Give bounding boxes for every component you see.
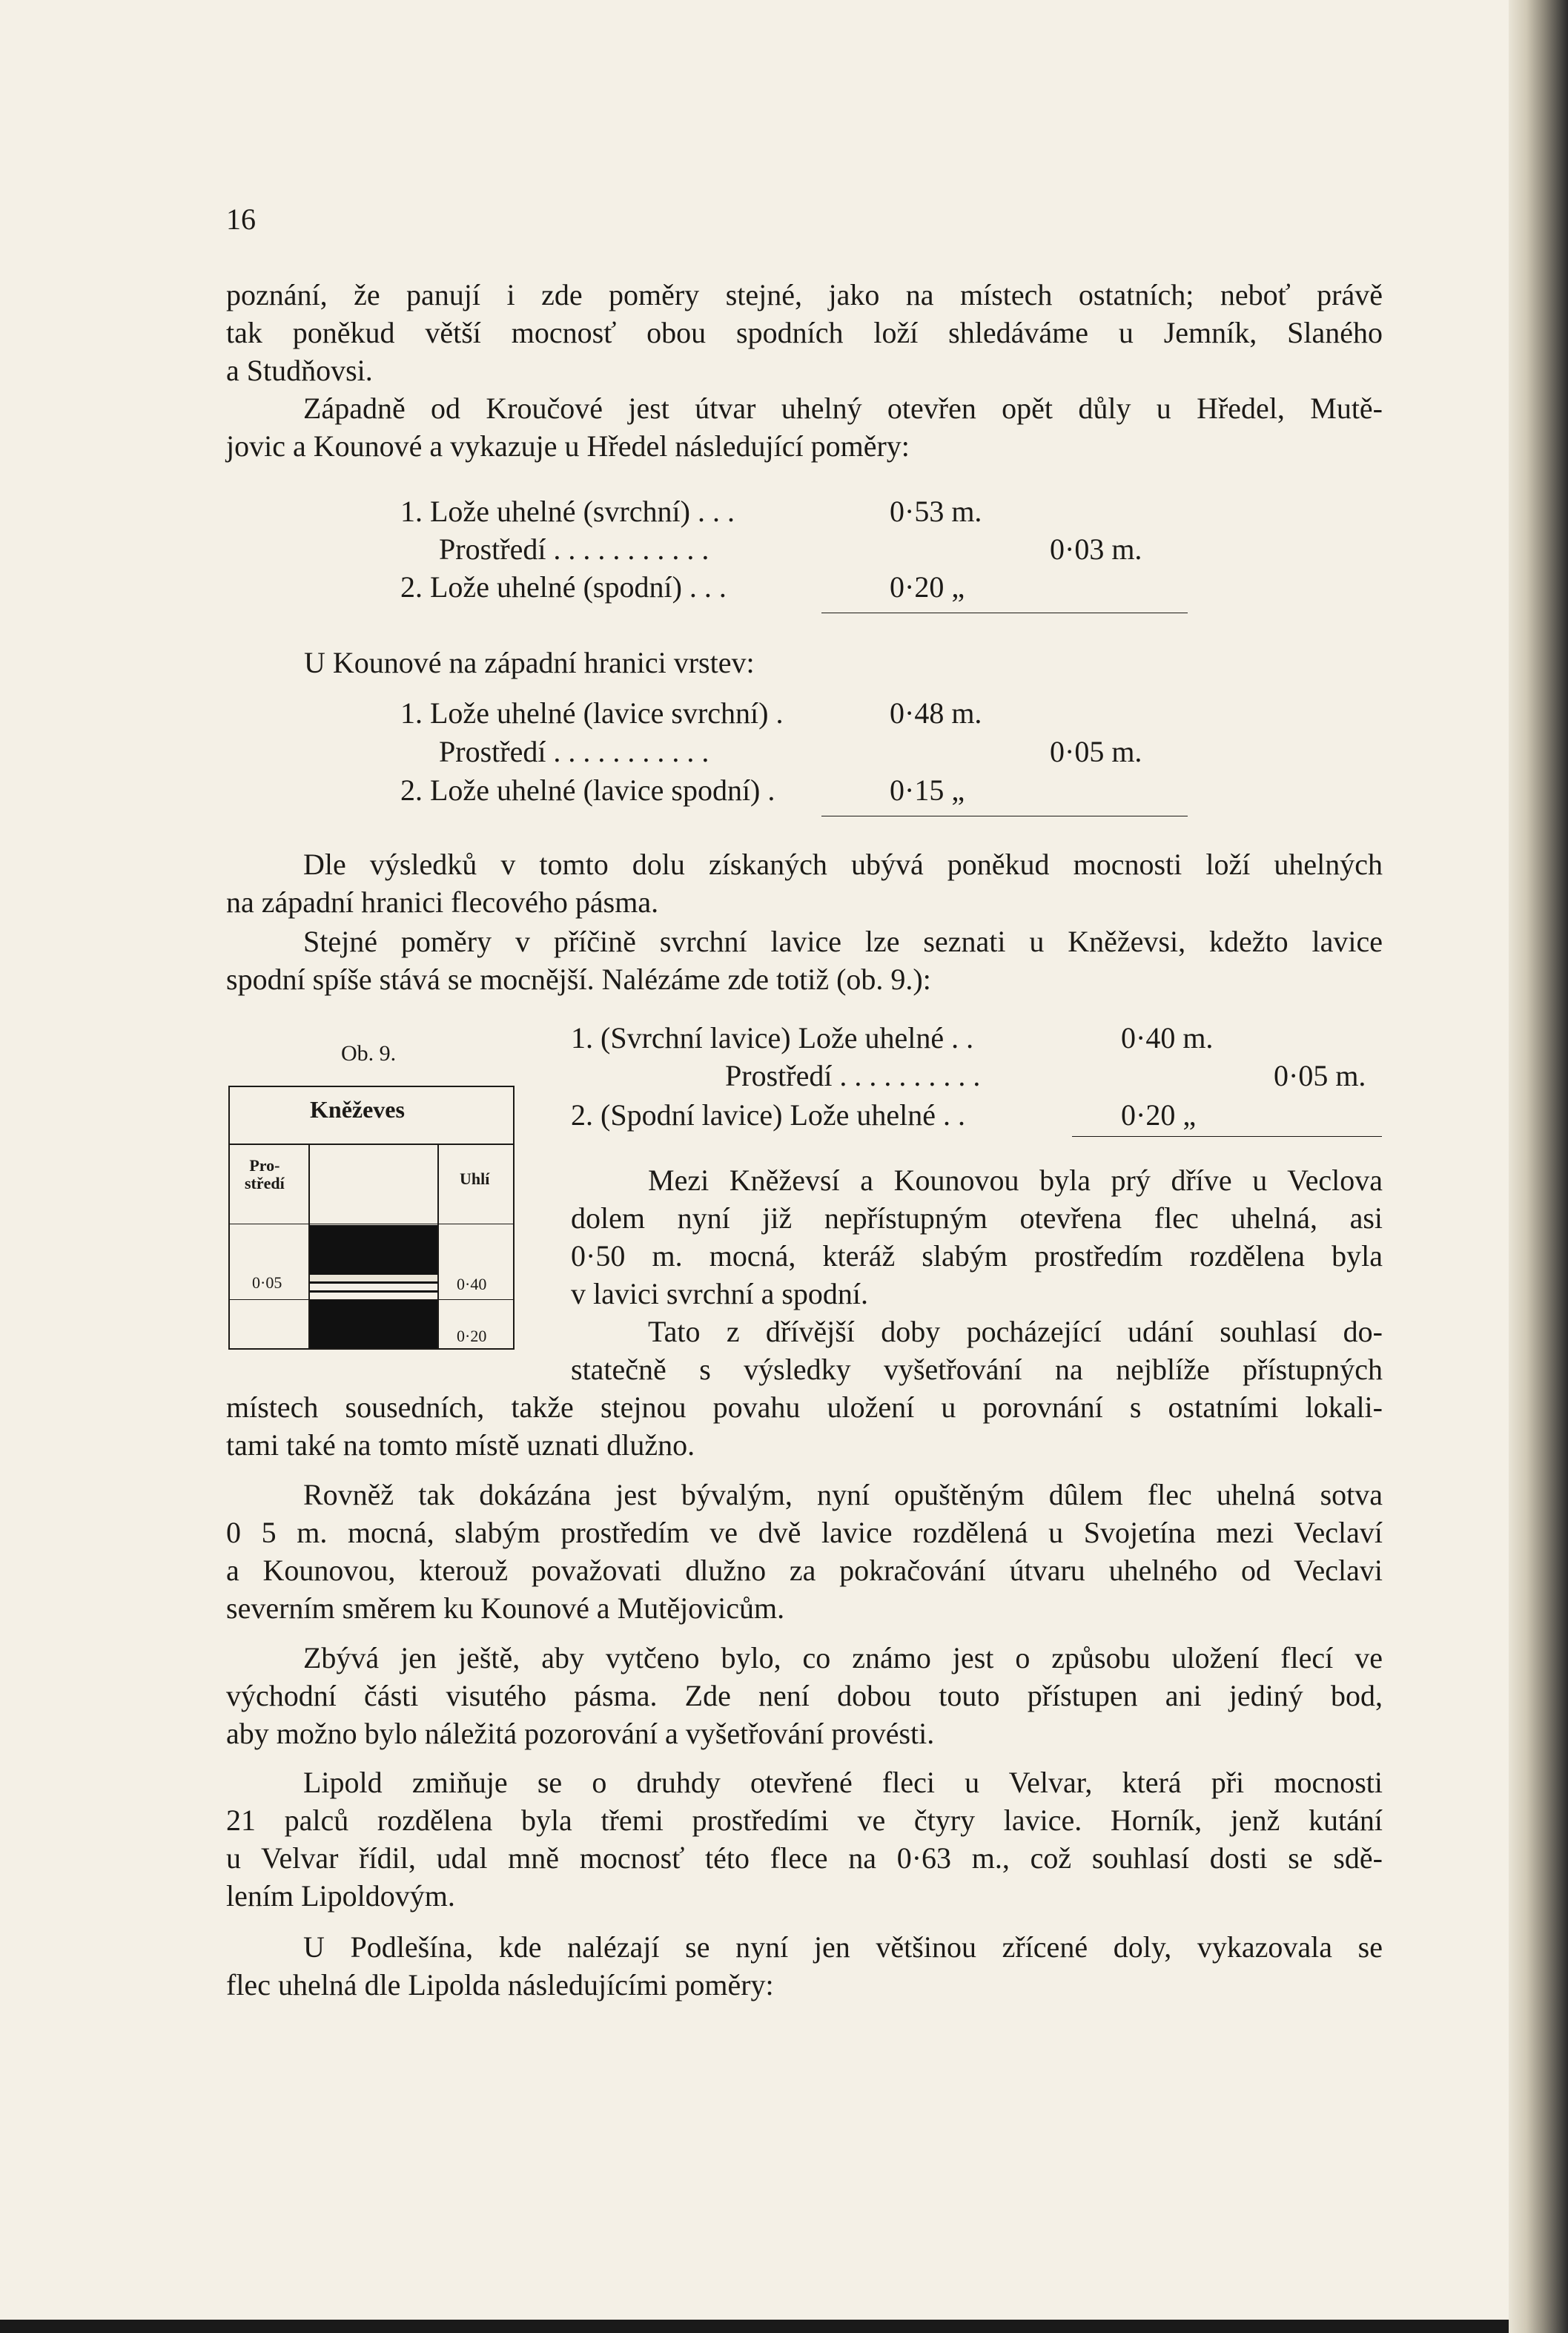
sum-rule	[1072, 1136, 1382, 1137]
table-row-label: 2. Lože uhelné (lavice spodní) .	[400, 773, 775, 807]
text-line: tak poněkud větší mocnosť obou spodních loží shledáváme u Jemník, Slaného	[226, 316, 1383, 349]
table-row-label: Prostředí . . . . . . . . . . .	[439, 735, 709, 768]
text-line: 0 5 m. mocná, slabým prostředím ve dvě lavice rozdělená u Svojetína mezi Veclaví	[226, 1516, 1383, 1549]
text-line: severním směrem ku Kounové a Mutějovicům.	[226, 1591, 785, 1625]
column-label-uhli: Uhlí	[460, 1169, 490, 1188]
text-line: a Kounovou, kterouž považovati dlužno za pokračování útvaru uhelného od Veclavi	[226, 1554, 1383, 1587]
kounova-heading: U Kounové na západní hranici vrstev:	[304, 646, 755, 679]
table-row-value: 0·48 m.	[890, 696, 982, 730]
table-row-label: 2. (Spodní lavice) Lože uhelné . .	[571, 1098, 966, 1132]
text-line: na západní hranici flecového pásma.	[226, 885, 659, 919]
lower-coal-seam	[310, 1299, 437, 1348]
book-binding	[1509, 0, 1568, 2333]
paragraph-4	[226, 923, 1383, 998]
text-line: statečně s výsledky vyšetřování na nejblíže přístupných	[571, 1353, 1383, 1386]
text-line: a Studňovsi.	[226, 354, 373, 387]
table-row-mid: 0·05 m.	[1050, 735, 1142, 768]
text-line: Tato z dřívější doby pocházející udání souhlasí do-	[648, 1315, 1383, 1348]
middle-thickness-label: 0·05	[252, 1273, 282, 1292]
figure-title: Kněževes	[310, 1096, 405, 1123]
paragraph-7	[226, 1476, 1383, 1627]
figure-left-border	[228, 1086, 230, 1350]
text-line: 0·50 m. mocná, kteráž slabým prostředím rozdělena byla	[571, 1239, 1383, 1273]
text-line: Západně od Kroučové jest útvar uhelný otevřen opět důly u Hředel, Mutě-	[303, 392, 1383, 425]
band-line	[310, 1290, 437, 1293]
text-line: poznání, že panují i zde poměry stejné, jako na místech ostatních; neboť právě	[226, 278, 1383, 311]
paragraph-5	[571, 1161, 1383, 1313]
table-row-label: 1. Lože uhelné (svrchní) . . .	[400, 495, 735, 528]
table-row-value: 0·20 „	[890, 570, 965, 604]
table-row-label: 1. Lože uhelné (lavice svrchní) .	[400, 696, 784, 730]
lower-seam-thickness-label: 0·20	[457, 1327, 487, 1345]
text-line: Stejné poměry v příčině svrchní lavice lze seznati u Kněževsi, kdežto lavice	[303, 925, 1383, 958]
table-row-label: 1. (Svrchní lavice) Lože uhelné . .	[571, 1021, 974, 1055]
text-line: východní části visutého pásma. Zde není dobou touto přístupen ani jediný bod,	[226, 1679, 1383, 1712]
upper-coal-seam	[310, 1225, 437, 1273]
text-line: aby možno bylo náležitá pozorování a vyšetřování provésti.	[226, 1717, 935, 1750]
paragraph-10	[226, 1928, 1383, 2004]
text-line: 21 palců rozdělena byla třemi prostředími ve čtyry lavice. Horník, jenž kutání	[226, 1804, 1383, 1837]
text-line: lením Lipoldovým.	[226, 1879, 455, 1913]
figure-caption: Ob. 9.	[341, 1041, 397, 1066]
column-label-prostredi: Pro- středí	[245, 1156, 285, 1192]
text-line: spodní spíše stává se mocnější. Nalézáme zde totiž (ob. 9.):	[226, 963, 931, 996]
band-line	[310, 1273, 437, 1275]
paragraph-9	[226, 1763, 1383, 1915]
text-line: Rovněž tak dokázána jest bývalým, nyní opuštěným dûlem flec uhelná sotva	[303, 1478, 1383, 1511]
figure-header-rule	[228, 1144, 515, 1145]
page-number: 16	[226, 202, 256, 236]
text-line: Mezi Kněževsí a Kounovou byla prý dříve u Veclova	[648, 1164, 1383, 1197]
paragraph-3	[226, 845, 1383, 921]
text-line: Lipold zmiňuje se o druhdy otevřené fleci u Velvar, která při mocnosti	[303, 1766, 1383, 1799]
table-row-label: Prostředí . . . . . . . . . .	[725, 1059, 981, 1092]
figure-right-border	[513, 1086, 515, 1350]
paragraph-1	[226, 276, 1383, 389]
band-line	[310, 1281, 437, 1284]
table-row-label: Prostředí . . . . . . . . . . .	[439, 532, 709, 566]
figure-top-border	[228, 1086, 515, 1087]
table-row-value: 0·53 m.	[890, 495, 982, 528]
table-row-label: 2. Lože uhelné (spodní) . . .	[400, 570, 727, 604]
table-row-value: 0·20 „	[1121, 1098, 1197, 1132]
text-line: tami také na tomto místě uznati dlužno.	[226, 1428, 695, 1462]
text-line: Zbývá jen ještě, aby vytčeno bylo, co známo jest o způsobu uložení flecí ve	[303, 1641, 1383, 1674]
text-line: u Velvar řídil, udal mně mocnosť této flece na 0·63 m., což souhlasí dosti se sdě-	[226, 1841, 1383, 1875]
text-line: jovic a Kounové a vykazuje u Hředel následující poměry:	[226, 429, 910, 463]
column-divider	[437, 1144, 439, 1350]
table-row-mid: 0·03 m.	[1050, 532, 1142, 566]
table-row-value: 0·15 „	[890, 773, 965, 807]
paragraph-8	[226, 1639, 1383, 1752]
text-line: v lavici svrchní a spodní.	[571, 1277, 869, 1310]
table-row-value: 0·40 m.	[1121, 1021, 1214, 1055]
table-row-value: 0·05 m.	[1274, 1059, 1366, 1092]
text-line: dolem nyní již nepřístupným otevřena flec uhelná, asi	[571, 1201, 1383, 1235]
figure-bottom-border	[230, 1348, 513, 1350]
text-line: Dle výsledků v tomto dolu získaných ubývá poněkud mocnosti loží uhelných	[303, 848, 1383, 881]
paragraph-2	[226, 389, 1383, 465]
guide-rule	[230, 1299, 513, 1300]
text-line: místech sousedních, takže stejnou povahu uložení u porovnání s ostatními lokali-	[226, 1390, 1383, 1424]
text-line: flec uhelná dle Lipolda následujícími poměry:	[226, 1968, 774, 2002]
text-line: U Podlešína, kde nalézají se nyní jen většinou zřícené doly, vykazovala se	[303, 1930, 1383, 1964]
upper-seam-thickness-label: 0·40	[457, 1275, 487, 1293]
